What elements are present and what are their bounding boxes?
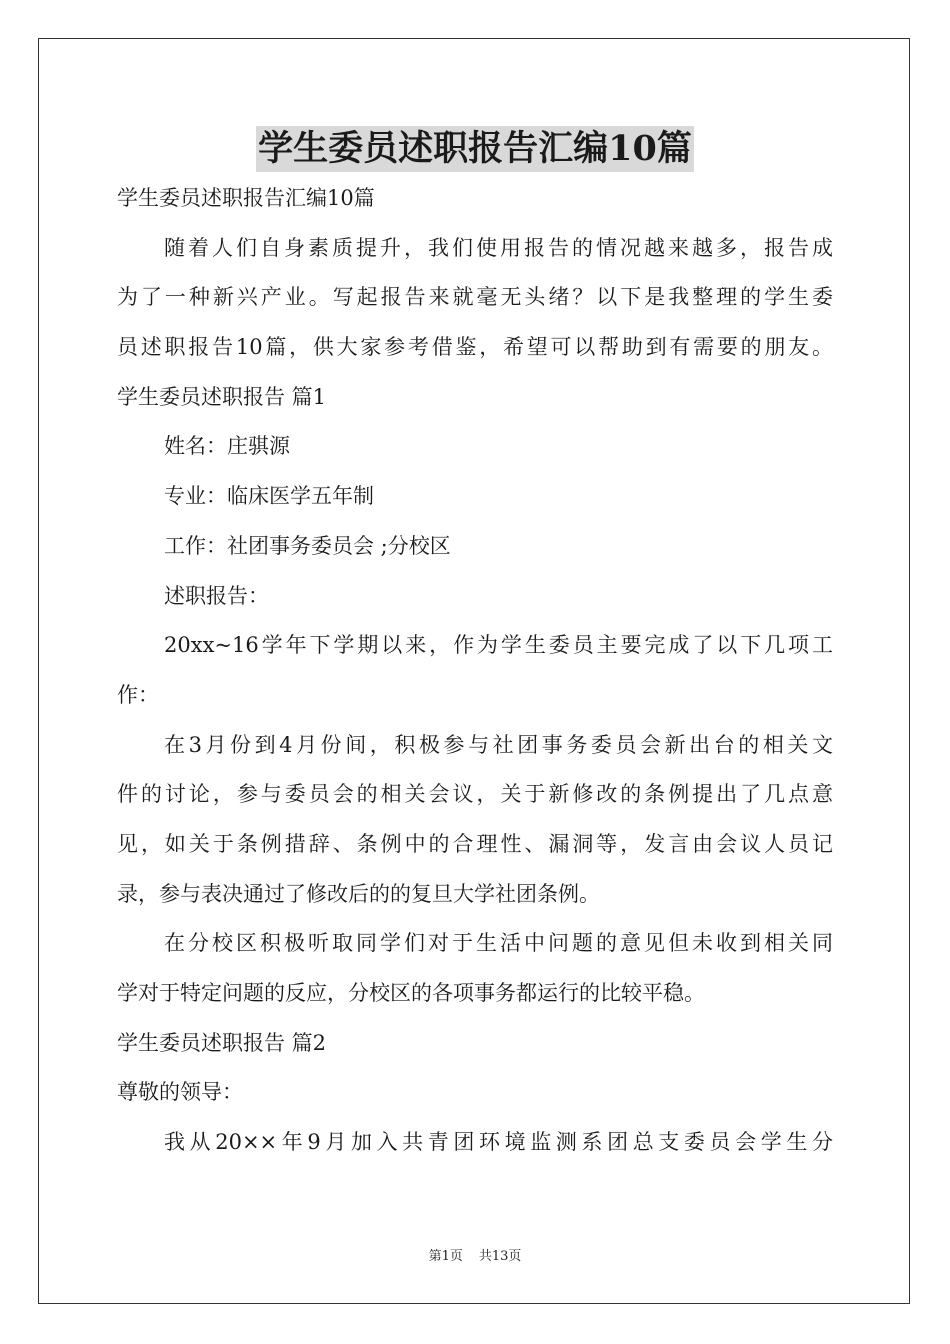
text-line: 姓名：庄骐源 <box>164 434 290 459</box>
document-body <box>117 174 833 1168</box>
text-line: 见，如关于条例措辞、条例中的合理性、漏洞等，发言由会议人员记 <box>117 831 833 856</box>
text-line: 学对于特定问题的反应，分校区的各项事务都运行的比较平稳。 <box>117 981 705 1005</box>
page-footer <box>0 1248 950 1266</box>
text-line: 在分校区积极听取同学们对于生活中问题的意见但未收到相关同 <box>164 931 833 956</box>
text-line: 述职报告： <box>164 583 269 608</box>
text-line: 在3月份到4月份间，积极参与社团事务委员会新出台的相关文 <box>164 732 833 757</box>
page-total: 共13页 <box>478 1249 522 1264</box>
text-line: 员述职报告10篇，供大家参考借鉴，希望可以帮助到有需要的朋友。 <box>117 335 833 360</box>
text-line: 件的讨论，参与委员会的相关会议，关于新修改的条例提出了几点意 <box>117 782 833 807</box>
text-line: 工作：社团事务委员会 ;分校区 <box>164 533 451 558</box>
text-line: 作： <box>117 682 159 707</box>
text-line: 为了一种新兴产业。写起报告来就毫无头绪？以下是我整理的学生委 <box>117 285 833 310</box>
document-title: 学生委员述职报告汇编10篇 <box>256 126 694 172</box>
page-number: 第1页 <box>428 1249 463 1264</box>
text-line: 我从20××年9月加入共青团环境监测系团总支委员会学生分 <box>164 1130 833 1155</box>
text-line: 尊敬的领导： <box>117 1080 243 1105</box>
text-line: 20xx~16学年下学期以来，作为学生委员主要完成了以下几项工 <box>164 633 833 658</box>
title-container <box>0 126 950 172</box>
text-line: 随着人们自身素质提升，我们使用报告的情况越来越多，报告成 <box>164 235 833 260</box>
text-line: 学生委员述职报告 篇1 <box>117 384 327 409</box>
text-line: 录，参与表决通过了修改后的的复旦大学社团条例。 <box>117 881 600 906</box>
text-line: 学生委员述职报告汇编10篇 <box>117 186 375 210</box>
text-line: 学生委员述职报告 篇2 <box>117 1030 327 1055</box>
text-line: 专业：临床医学五年制 <box>164 484 374 509</box>
